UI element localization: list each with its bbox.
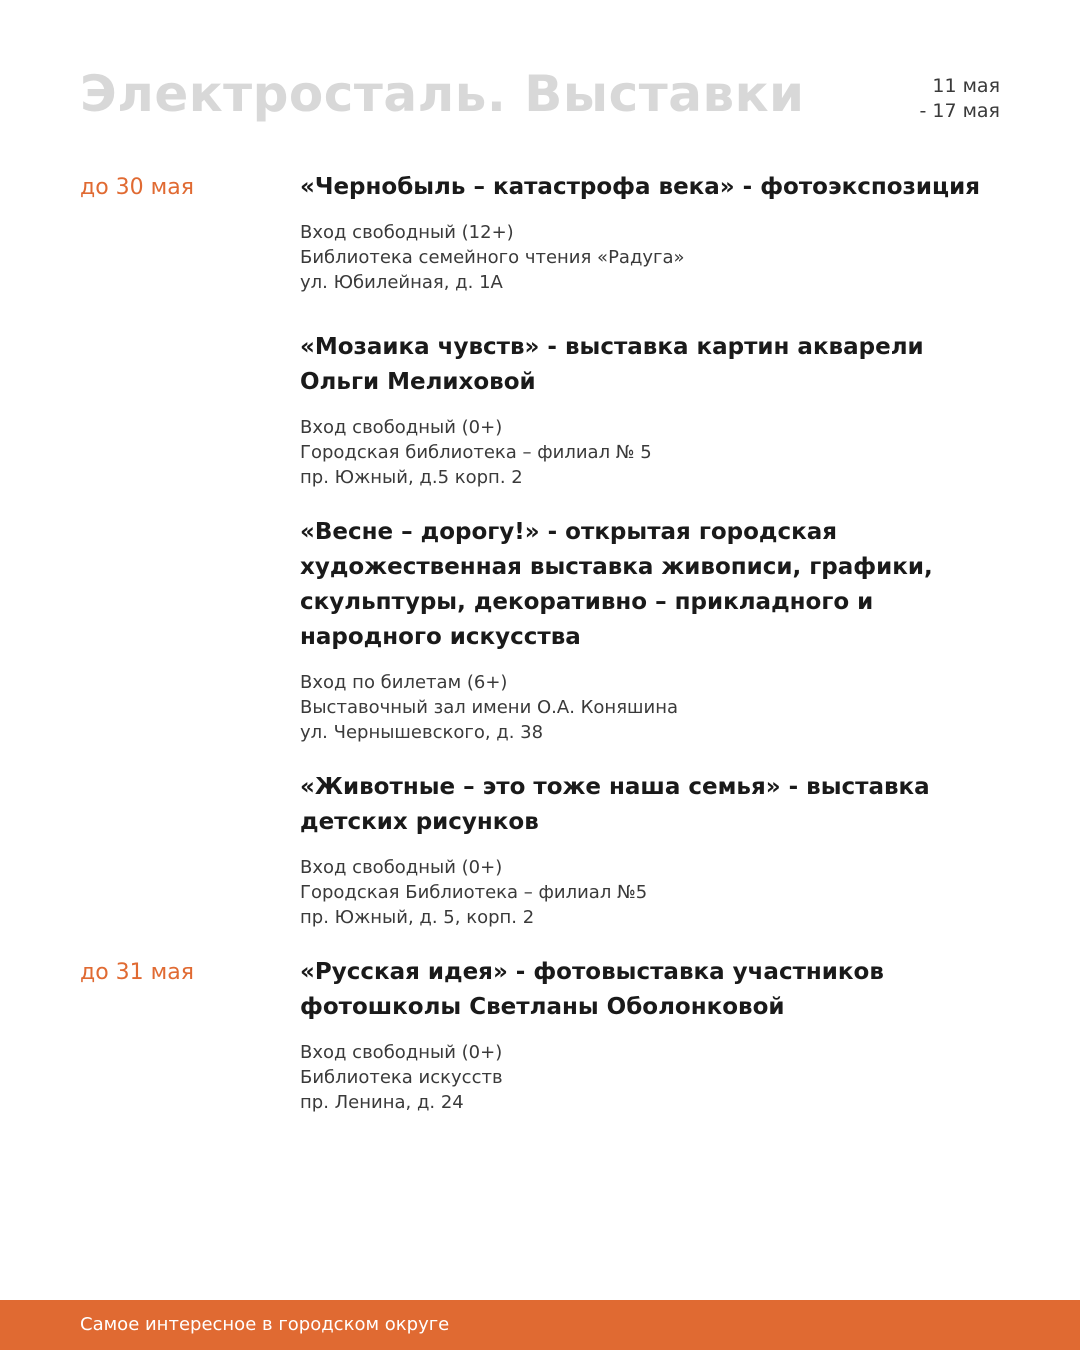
event-chernobyl	[300, 170, 1000, 295]
event-entry: Вход свободный (0+)	[300, 1042, 503, 1063]
event-entry: Вход свободный (0+)	[300, 417, 503, 438]
event-entry: Вход по билетам (6+)	[300, 672, 508, 693]
event-entry: Вход свободный (12+)	[300, 222, 514, 243]
event-info	[300, 415, 1000, 490]
event-venue: Библиотека семейного чтения «Радуга»	[300, 247, 685, 268]
event-title: «Мозаика чувств» - выставка картин акварели Ольги Мелиховой	[300, 334, 924, 395]
date-label-may-30: до 30 мая	[80, 175, 194, 200]
date-range	[919, 74, 1000, 124]
footer-tagline: Самое интересное в городском округе	[80, 1314, 450, 1335]
event-mosaic	[300, 330, 1000, 490]
event-title: «Животные – это тоже наша семья» - выставка детских рисунков	[300, 774, 930, 835]
event-info	[300, 220, 1000, 295]
event-address: ул. Чернышевского, д. 38	[300, 722, 544, 743]
event-spring	[300, 515, 1000, 745]
event-address: пр. Южный, д. 5, корп. 2	[300, 907, 535, 928]
event-address: пр. Ленина, д. 24	[300, 1092, 464, 1113]
date-range-end: - 17 мая	[919, 100, 1000, 122]
date-label-may-31: до 31 мая	[80, 960, 194, 985]
event-venue: Городская библиотека – филиал № 5	[300, 442, 652, 463]
footer-bar	[0, 1300, 1080, 1350]
page-title: Электросталь. Выставки	[80, 65, 805, 123]
event-entry: Вход свободный (0+)	[300, 857, 503, 878]
event-title: «Весне – дорогу!» - открытая городская художественная выставка живописи, графики, скульптуры, декоративно – прикладного и народного искусства	[300, 519, 933, 650]
event-info	[300, 855, 1000, 930]
event-info	[300, 1040, 1000, 1115]
date-range-start: 11 мая	[932, 75, 1000, 97]
event-venue: Библиотека искусств	[300, 1067, 503, 1088]
event-venue: Городская Библиотека – филиал №5	[300, 882, 648, 903]
event-title: «Русская идея» - фотовыставка участников фотошколы Светланы Оболонковой	[300, 959, 884, 1020]
event-title: «Чернобыль – катастрофа века» - фотоэкспозиция	[300, 174, 980, 200]
event-animals	[300, 770, 1000, 930]
event-info	[300, 670, 1000, 745]
event-address: пр. Южный, д.5 корп. 2	[300, 467, 523, 488]
event-address: ул. Юбилейная, д. 1А	[300, 272, 503, 293]
event-venue: Выставочный зал имени О.А. Коняшина	[300, 697, 678, 718]
event-russian-idea	[300, 955, 1000, 1115]
